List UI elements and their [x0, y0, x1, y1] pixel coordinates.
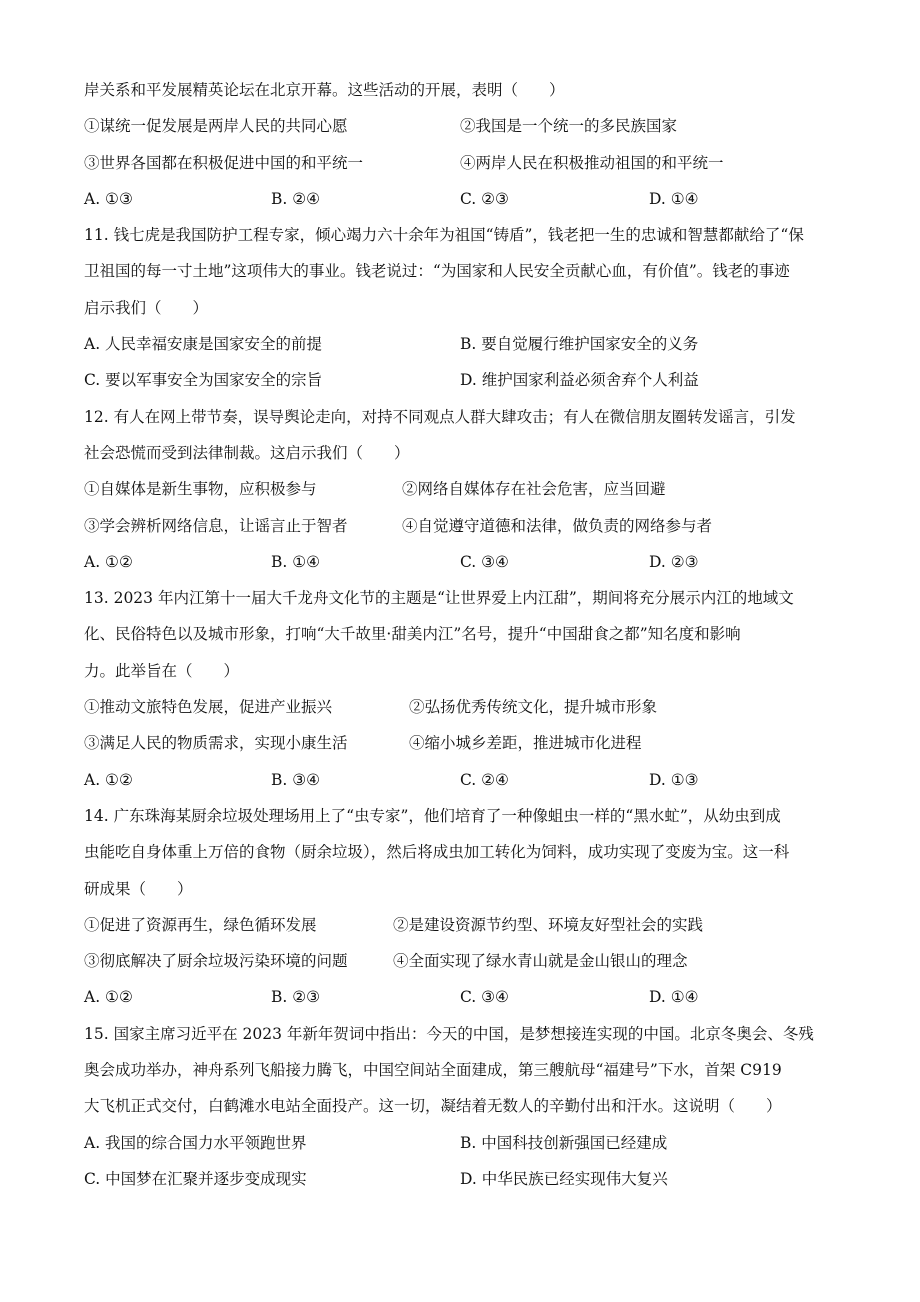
q13-item-3: ③满足人民的物质需求，实现小康生活	[84, 734, 348, 753]
q12-options	[84, 544, 844, 580]
q10-item-4: ④两岸人民在积极推动祖国的和平统一	[460, 153, 724, 172]
q12-option-c: C. ③④	[460, 552, 509, 571]
q12-stem-line-2: 社会恐慌而受到法律制裁。这启示我们（ ）	[84, 443, 410, 462]
q15-option-b: B. 中国科技创新强国已经建成	[460, 1133, 668, 1152]
q15-options-row-2	[84, 1161, 844, 1197]
q12-option-a: A. ①②	[84, 552, 133, 571]
q13-options	[84, 762, 844, 798]
q14-stem-line-2: 虫能吃自身体重上万倍的食物（厨余垃圾），然后将成虫加工转化为饲料，成功实现了变废为宝。这一科	[84, 843, 790, 862]
q10-option-d: D. ①④	[649, 189, 699, 208]
q14-item-1: ①促进了资源再生，绿色循环发展	[84, 915, 317, 934]
q13-item-1: ①推动文旅特色发展，促进产业振兴	[84, 698, 333, 717]
q11-option-a: A. 人民幸福安康是国家安全的前提	[84, 335, 323, 354]
q12-item-3: ③学会辨析网络信息，让谣言止于智者	[84, 516, 348, 535]
q13-stem-line-1: 13. 2023 年内江第十一届大千龙舟文化节的主题是“让世界爱上内江甜”，期间将充分展示内江的地域文	[84, 589, 794, 608]
q12-item-4: ④自觉遵守道德和法律，做负责的网络参与者	[402, 516, 713, 535]
q12-option-b: B. ①④	[271, 552, 321, 571]
q10-item-1: ①谋统一促发展是两岸人民的共同心愿	[84, 117, 348, 136]
q14-option-c: C. ③④	[460, 988, 509, 1007]
q13-items-row-1	[84, 689, 844, 725]
q12-stem-line-1: 12. 有人在网上带节奏，误导舆论走向，对持不同观点人群大肆攻击；有人在微信朋友圈转发谣言，引发	[84, 407, 796, 426]
q15-options-row-1	[84, 1125, 844, 1161]
q11-stem-line-3: 启示我们（ ）	[84, 298, 209, 317]
q12-items-row-2	[84, 508, 844, 544]
q14-option-a: A. ①②	[84, 988, 133, 1007]
q12-items-row-1	[84, 471, 844, 507]
q10-option-a: A. ①③	[84, 189, 133, 208]
q15-option-a: A. 我国的综合国力水平领跑世界	[84, 1133, 307, 1152]
q13-item-2: ②弘扬优秀传统文化，提升城市形象	[409, 698, 658, 717]
q10-item-2: ②我国是一个统一的多民族国家	[460, 117, 678, 136]
q14-item-2: ②是建设资源节约型、环境友好型社会的实践	[393, 915, 704, 934]
q12-item-2: ②网络自媒体存在社会危害，应当回避	[402, 480, 666, 499]
q14-options	[84, 979, 844, 1015]
q14-items-row-2	[84, 943, 844, 979]
q10-options	[84, 181, 844, 217]
q10-stem-tail: 岸关系和平发展精英论坛在北京开幕。这些活动的开展，表明（ ）	[84, 81, 565, 99]
q14-option-d: D. ①④	[649, 988, 699, 1007]
q10-item-3: ③世界各国都在积极促进中国的和平统一	[84, 153, 364, 172]
q11-option-c: C. 要以军事安全为国家安全的宗旨	[84, 371, 323, 390]
q10-option-c: C. ②③	[460, 189, 509, 208]
q15-stem-line-3: 大飞机正式交付，白鹤滩水电站全面投产。这一切，凝结着无数人的辛勤付出和汗水。这说明（ ）	[84, 1097, 782, 1116]
q13-option-d: D. ①③	[649, 770, 699, 789]
q15-stem-line-1: 15. 国家主席习近平在 2023 年新年贺词中指出：今天的中国，是梦想接连实现的中国。北京冬奥会、冬残	[84, 1024, 814, 1043]
q11-options-row-1	[84, 326, 844, 362]
exam-page	[84, 72, 844, 1197]
q11-stem-line-2: 卫祖国的每一寸土地”这项伟大的事业。钱老说过：“为国家和人民安全贡献心血，有价值”。钱老的事迹	[84, 262, 790, 281]
q11-option-b: B. 要自觉履行维护国家安全的义务	[460, 335, 699, 354]
q13-stem-line-3: 力。此举旨在（ ）	[84, 661, 240, 680]
q12-item-1: ①自媒体是新生事物，应积极参与	[84, 480, 317, 499]
q14-option-b: B. ②③	[271, 988, 321, 1007]
q13-option-c: C. ②④	[460, 770, 509, 789]
q10-items-row-2	[84, 145, 844, 181]
q14-item-3: ③彻底解决了厨余垃圾污染环境的问题	[84, 952, 348, 971]
q11-option-d: D. 维护国家利益必须舍弃个人利益	[460, 371, 699, 390]
q13-items-row-2	[84, 725, 844, 761]
q15-option-d: D. 中华民族已经实现伟大复兴	[460, 1169, 668, 1188]
q13-stem-line-2: 化、民俗特色以及城市形象，打响“大千故里·甜美内江”名号，提升“中国甜食之都”知名度和影响	[84, 625, 741, 644]
q13-option-b: B. ③④	[271, 770, 321, 789]
q11-stem-line-1: 11. 钱七虎是我国防护工程专家，倾心竭力六十余年为祖国“铸盾”，钱老把一生的忠诚和智慧都献给了“保	[84, 226, 804, 245]
q10-items-row-1	[84, 108, 844, 144]
q14-stem-line-3: 研成果（ ）	[84, 879, 193, 898]
q13-option-a: A. ①②	[84, 770, 133, 789]
q15-stem-line-2: 奥会成功举办，神舟系列飞船接力腾飞，中国空间站全面建成，第三艘航母“福建号”下水，首架 C919	[84, 1061, 782, 1080]
q13-item-4: ④缩小城乡差距，推进城市化进程	[409, 734, 642, 753]
q15-option-c: C. 中国梦在汇聚并逐步变成现实	[84, 1169, 307, 1188]
q14-item-4: ④全面实现了绿水青山就是金山银山的理念	[393, 952, 688, 971]
q10-option-b: B. ②④	[271, 189, 321, 208]
q14-stem-line-1: 14. 广东珠海某厨余垃圾处理场用上了“虫专家”，他们培育了一种像蛆虫一样的“黑水虻”，从幼虫到成	[84, 806, 781, 825]
q12-option-d: D. ②③	[649, 552, 699, 571]
q11-options-row-2	[84, 362, 844, 398]
q14-items-row-1	[84, 907, 844, 943]
